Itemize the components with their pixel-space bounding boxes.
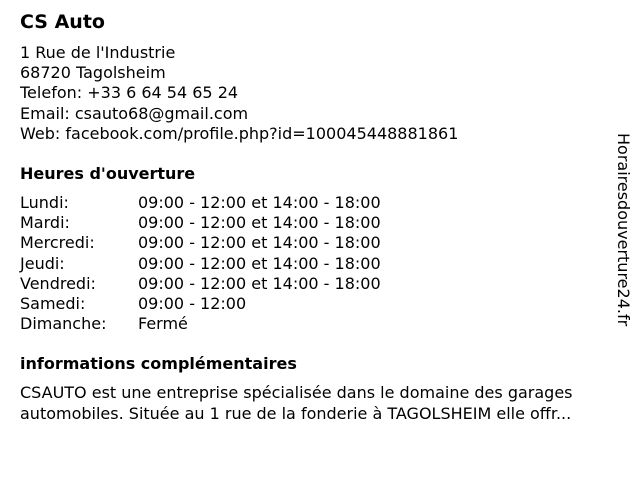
web-label: Web: [20,123,61,143]
day-label: Vendredi: [20,273,96,293]
site-watermark: Horairesdouverture24.fr [614,133,633,327]
hours-heading: Heures d'ouverture [20,164,196,183]
hours-row-tuesday [20,213,381,233]
email-line [20,104,458,124]
web-line [20,124,458,144]
time-value: 09:00 - 12:00 et 14:00 - 18:00 [138,213,381,233]
hours-row-sunday [20,314,381,334]
time-value: 09:00 - 12:00 et 14:00 - 18:00 [138,273,381,293]
time-value: 09:00 - 12:00 et 14:00 - 18:00 [138,233,381,253]
info-heading: informations complémentaires [20,354,297,373]
info-description [20,382,628,424]
address-line-city: 68720 Tagolsheim [20,63,166,83]
hours-row-friday [20,274,381,294]
phone-number[interactable]: +33 6 64 54 65 24 [87,83,239,103]
day-label: Dimanche: [20,314,107,334]
email-address[interactable]: csauto68@gmail.com [74,103,249,123]
day-label: Mercredi: [20,233,95,253]
phone-label: Telefon: [20,83,83,103]
phone-line [20,83,458,103]
hours-row-saturday [20,294,381,314]
info-line: automobiles. Située au 1 rue de la fonderie à TAGOLSHEIM elle offr... [20,404,572,423]
day-label: Lundi: [20,193,69,212]
contact-block [20,43,458,144]
info-line: CSAUTO est une entreprise spécialisée dans le domaine des garages [20,383,573,402]
day-label: Jeudi: [20,253,65,273]
opening-hours-table [20,193,381,334]
time-value: 09:00 - 12:00 [138,294,247,314]
business-name: CS Auto [20,11,105,33]
email-label: Email: [20,103,70,123]
web-link[interactable]: facebook.com/profile.php?id=100045448881861 [65,123,459,143]
hours-row-wednesday [20,233,381,253]
day-label: Samedi: [20,294,86,314]
time-value: 09:00 - 12:00 et 14:00 - 18:00 [138,193,381,212]
time-value: 09:00 - 12:00 et 14:00 - 18:00 [138,253,381,273]
hours-row-monday [20,193,381,213]
address-line-street: 1 Rue de l'Industrie [20,43,176,62]
time-value: Fermé [138,314,188,334]
day-label: Mardi: [20,213,70,233]
hours-row-thursday [20,254,381,274]
